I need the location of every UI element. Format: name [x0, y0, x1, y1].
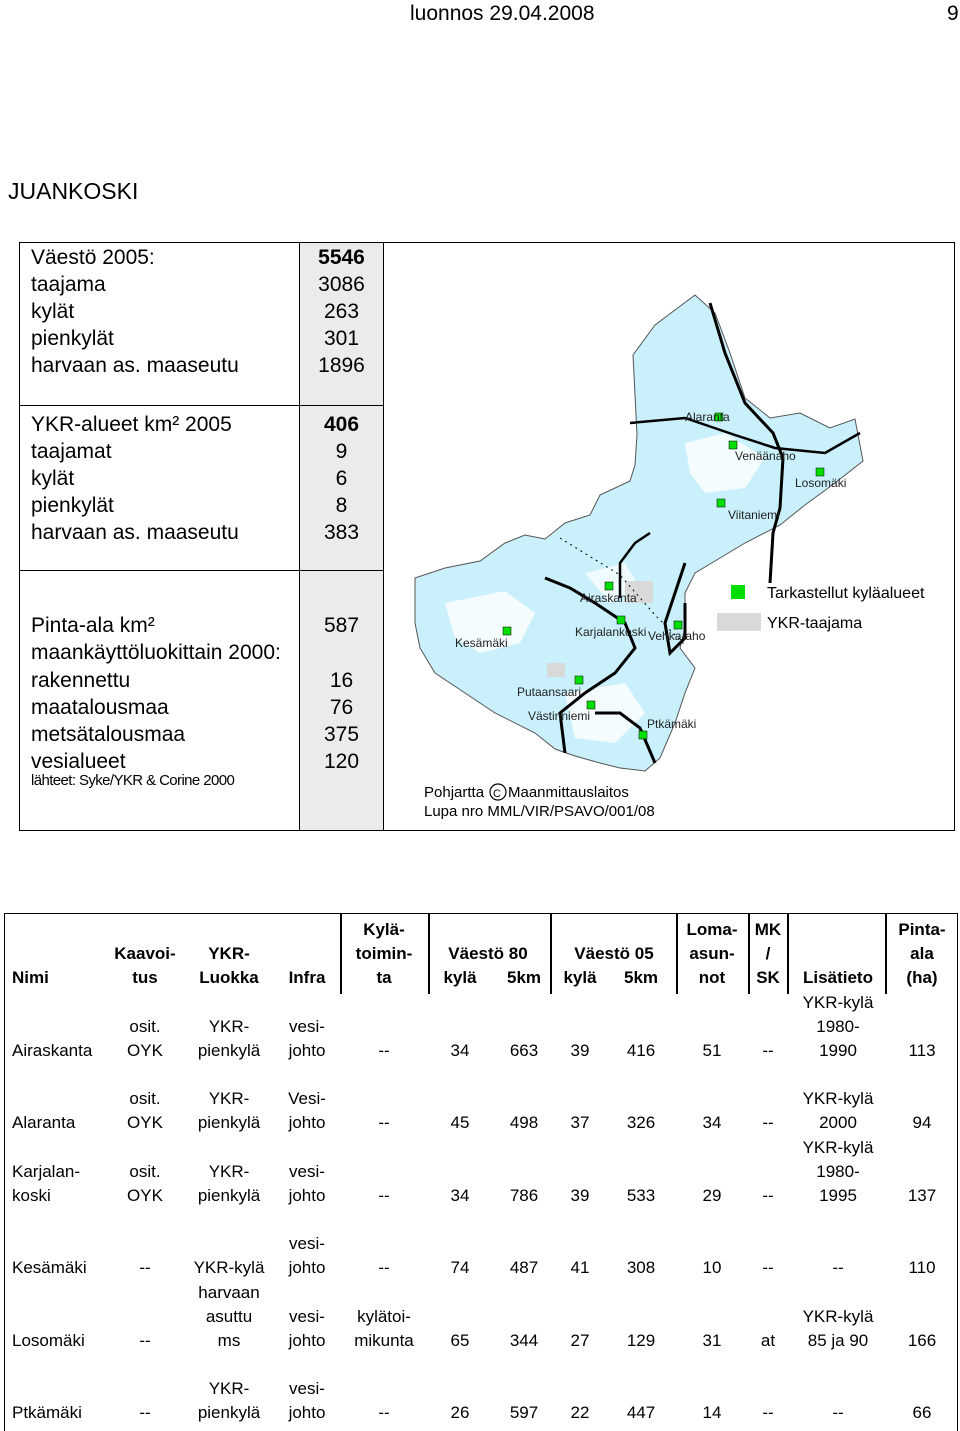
ykr-total: 406	[323, 413, 360, 436]
header-kaavoitus: Kaavoi-	[114, 944, 176, 963]
row-vaesto05-5km: 308	[626, 1258, 656, 1277]
stat-label: pienkylät	[31, 327, 114, 350]
row-lisatieto: 85 ja 90	[807, 1331, 869, 1350]
draft-date: luonnos 29.04.2008	[410, 2, 595, 25]
row-nimi: Airaskanta	[12, 1041, 93, 1060]
landuse-total: 587	[323, 614, 360, 637]
header-vaesto05: Väestö 05	[574, 944, 654, 963]
row-mk: --	[762, 1186, 774, 1205]
row-loma: 51	[702, 1041, 722, 1060]
row-kaavoitus: OYK	[127, 1041, 163, 1060]
row-lisatieto: 2000	[819, 1113, 857, 1132]
landuse-subheading: maankäyttöluokittain 2000:	[31, 641, 281, 664]
row-vaesto80-5km: 487	[509, 1258, 539, 1277]
row-infra: vesi-	[289, 1379, 325, 1398]
row-lisatieto: 1980-	[816, 1162, 860, 1181]
header-kylatoiminta: ta	[376, 968, 392, 987]
header-kaavoitus: tus	[132, 968, 158, 987]
place-label: Venäänaho	[735, 449, 796, 463]
row-ykr: YKR-kylä	[193, 1258, 265, 1277]
header-lisatieto: Lisätieto	[803, 968, 873, 987]
place-label: Västinniemi	[528, 709, 591, 723]
row-loma: 31	[702, 1331, 722, 1350]
row-lisatieto: 1980-	[816, 1017, 860, 1036]
stat-value: 8	[335, 494, 348, 517]
row-lisatieto: YKR-kylä	[802, 1138, 874, 1157]
row-ykr: YKR-	[208, 1379, 250, 1398]
row-vaesto80-kyla: 34	[450, 1186, 470, 1205]
row-infra: Vesi-	[288, 1089, 326, 1108]
header-nimi: Nimi	[12, 968, 49, 987]
row-lisatieto: YKR-kylä	[802, 1307, 874, 1326]
row-kaavoitus: OYK	[127, 1113, 163, 1132]
row-vaesto05-kyla: 37	[570, 1113, 590, 1132]
stat-label: harvaan as. maaseutu	[31, 354, 239, 377]
row-vaesto05-5km: 129	[626, 1331, 656, 1350]
stat-label: kylät	[31, 467, 75, 490]
row-kaavoitus: osit.	[129, 1089, 161, 1108]
header-vaesto80: Väestö 80	[448, 944, 528, 963]
place-label: Vehka-aho	[648, 629, 706, 643]
page-title: JUANKOSKI	[8, 178, 139, 204]
stat-value: 120	[323, 750, 360, 773]
row-lisatieto: --	[832, 1403, 844, 1422]
row-ykr: YKR-	[208, 1089, 250, 1108]
stat-value: 76	[329, 696, 354, 719]
header-loma: not	[698, 968, 726, 987]
row-kaavoitus: osit.	[129, 1017, 161, 1036]
row-vaesto80-5km: 498	[509, 1113, 539, 1132]
stat-label: maatalousmaa	[31, 696, 169, 719]
header-loma: Loma-	[686, 920, 738, 939]
row-ykr: pienkylä	[197, 1186, 261, 1205]
row-loma: 34	[702, 1113, 722, 1132]
row-vaesto05-kyla: 41	[570, 1258, 590, 1277]
header-ykr: YKR-	[208, 944, 250, 963]
row-loma: 10	[702, 1258, 722, 1277]
place-label: Ptkämäki	[647, 717, 697, 731]
row-infra: johto	[288, 1186, 326, 1205]
row-vaesto80-kyla: 74	[450, 1258, 470, 1277]
row-pinta-ala: 113	[908, 1041, 936, 1060]
row-pinta-ala: 66	[912, 1403, 932, 1422]
stat-label: metsätalousmaa	[31, 723, 186, 746]
header-loma: asun-	[689, 944, 735, 963]
row-vaesto05-kyla: 27	[570, 1331, 590, 1350]
row-loma: 14	[702, 1403, 722, 1422]
row-kylatoiminta: --	[378, 1041, 390, 1060]
row-pinta-ala: 110	[908, 1258, 936, 1277]
row-vaesto80-5km: 597	[509, 1403, 539, 1422]
row-nimi: Losomäki	[12, 1331, 85, 1350]
row-mk: at	[760, 1331, 776, 1350]
row-infra: vesi-	[289, 1234, 325, 1253]
row-ykr: harvaan	[198, 1283, 260, 1302]
map-license: Lupa nro MML/VIR/PSAVO/001/08	[424, 803, 655, 820]
row-vaesto80-5km: 786	[509, 1186, 539, 1205]
row-kylatoiminta: kylätoi-	[357, 1307, 411, 1326]
row-vaesto80-kyla: 65	[450, 1331, 470, 1350]
row-kaavoitus: OYK	[127, 1186, 163, 1205]
header-kyla: kylä	[563, 968, 597, 987]
row-lisatieto: 1995	[819, 1186, 857, 1205]
header-ykr: Luokka	[199, 968, 259, 987]
row-pinta-ala: 137	[907, 1186, 937, 1205]
row-lisatieto: --	[832, 1258, 844, 1277]
row-ykr: YKR-	[208, 1162, 250, 1181]
place-label: Losomäki	[795, 476, 847, 490]
population-total: 5546	[318, 246, 365, 269]
row-vaesto05-5km: 416	[626, 1041, 656, 1060]
row-vaesto05-kyla: 22	[570, 1403, 590, 1422]
row-infra: vesi-	[289, 1162, 325, 1181]
place-label: Kesämäki	[455, 636, 508, 650]
header-kylatoiminta: Kylä-	[363, 920, 405, 939]
row-kylatoiminta: mikunta	[354, 1331, 414, 1350]
header-infra: Infra	[288, 968, 326, 987]
row-mk: --	[762, 1403, 774, 1422]
row-infra: vesi-	[289, 1307, 325, 1326]
legend-urban: YKR-taajama	[767, 615, 863, 632]
map-credit: Pohjartta	[424, 784, 485, 801]
stat-value: 9	[335, 440, 348, 463]
place-label: Viitaniemi	[728, 508, 780, 522]
place-label: Alaranta	[685, 410, 730, 424]
header-kyla: kylä	[443, 968, 477, 987]
row-kaavoitus: --	[139, 1403, 151, 1422]
row-vaesto05-kyla: 39	[570, 1041, 590, 1060]
row-vaesto80-kyla: 26	[450, 1403, 470, 1422]
stat-value: 1896	[318, 354, 365, 377]
row-nimi: Karjalan-	[12, 1162, 81, 1181]
ykr-heading: YKR-alueet km² 2005	[31, 413, 232, 436]
row-nimi: Ptkämäki	[12, 1403, 82, 1422]
municipality-area	[415, 295, 863, 771]
header-5km: 5km	[506, 968, 542, 987]
row-kaavoitus: osit.	[129, 1162, 161, 1181]
row-vaesto80-5km: 344	[509, 1331, 539, 1350]
row-vaesto80-kyla: 34	[450, 1041, 470, 1060]
legend-urban-swatch	[717, 613, 761, 631]
stat-label: pienkylät	[31, 494, 114, 517]
stat-value: 375	[323, 723, 360, 746]
row-ykr: pienkylä	[197, 1113, 261, 1132]
map-credit-agency: Maanmittauslaitos	[508, 784, 629, 801]
population-heading: Väestö 2005:	[31, 246, 155, 269]
header-pinta: ala	[910, 944, 934, 963]
row-ykr: ms	[217, 1331, 241, 1350]
stat-value: 263	[323, 300, 360, 323]
row-lisatieto: YKR-kylä	[802, 993, 874, 1012]
row-kylatoiminta: --	[378, 1403, 390, 1422]
row-loma: 29	[702, 1186, 722, 1205]
row-vaesto05-kyla: 39	[570, 1186, 590, 1205]
row-kylatoiminta: --	[378, 1258, 390, 1277]
stat-value: 3086	[318, 273, 365, 296]
place-label: Karjalankoski	[575, 625, 647, 639]
header-pinta: Pinta-	[898, 920, 946, 939]
place-label: Putaansaari	[517, 685, 582, 699]
row-kaavoitus: --	[139, 1331, 151, 1350]
place-label: Airaskanta	[580, 591, 637, 605]
row-ykr: YKR-	[208, 1017, 250, 1036]
stat-label: vesialueet	[31, 750, 126, 773]
stat-label: taajama	[31, 273, 106, 296]
divider	[20, 570, 384, 571]
row-kaavoitus: --	[139, 1258, 151, 1277]
row-nimi: koski	[12, 1186, 51, 1205]
stat-label: kylät	[31, 300, 75, 323]
row-lisatieto: YKR-kylä	[802, 1089, 874, 1108]
stat-value: 16	[329, 669, 354, 692]
row-vaesto80-kyla: 45	[450, 1113, 470, 1132]
row-vaesto80-5km: 663	[509, 1041, 539, 1060]
row-ykr: pienkylä	[197, 1403, 261, 1422]
row-nimi: Alaranta	[12, 1113, 76, 1132]
row-pinta-ala: 166	[907, 1331, 937, 1350]
row-mk: --	[762, 1258, 774, 1277]
page-number: 9	[947, 2, 959, 25]
stat-value: 6	[335, 467, 348, 490]
row-infra: johto	[288, 1258, 326, 1277]
row-mk: --	[762, 1113, 774, 1132]
row-infra: vesi-	[289, 1017, 325, 1036]
header-mk: /	[765, 944, 771, 963]
landuse-heading: Pinta-ala km²	[31, 614, 155, 637]
legend-villages: Tarkastellut kyläalueet	[767, 585, 925, 602]
header-pinta: (ha)	[906, 968, 938, 987]
legend-village-swatch	[731, 585, 745, 599]
row-vaesto05-5km: 447	[626, 1403, 656, 1422]
stat-label: taajamat	[31, 440, 112, 463]
stat-label: harvaan as. maaseutu	[31, 521, 239, 544]
row-infra: johto	[288, 1403, 326, 1422]
row-vaesto05-5km: 533	[626, 1186, 656, 1205]
row-lisatieto: 1990	[819, 1041, 857, 1060]
copyright-letter: C	[493, 788, 501, 800]
header-5km: 5km	[623, 968, 659, 987]
row-ykr: asuttu	[205, 1307, 253, 1326]
header-mk: SK	[756, 968, 780, 987]
stat-label: rakennettu	[31, 669, 131, 692]
divider	[20, 405, 384, 406]
row-infra: johto	[288, 1331, 326, 1350]
row-pinta-ala: 94	[912, 1113, 932, 1132]
row-infra: johto	[288, 1041, 326, 1060]
header-kylatoiminta: toimin-	[355, 944, 413, 963]
row-infra: johto	[288, 1113, 326, 1132]
stat-value: 383	[323, 521, 360, 544]
row-mk: --	[762, 1041, 774, 1060]
row-kylatoiminta: --	[378, 1186, 390, 1205]
municipality-map	[385, 243, 954, 830]
stat-value: 301	[323, 327, 360, 350]
row-kylatoiminta: --	[378, 1113, 390, 1132]
header-mk: MK	[754, 920, 782, 939]
row-vaesto05-5km: 326	[626, 1113, 656, 1132]
row-nimi: Kesämäki	[12, 1258, 87, 1277]
source-note: lähteet: Syke/YKR & Corine 2000	[31, 772, 235, 789]
row-ykr: pienkylä	[197, 1041, 261, 1060]
